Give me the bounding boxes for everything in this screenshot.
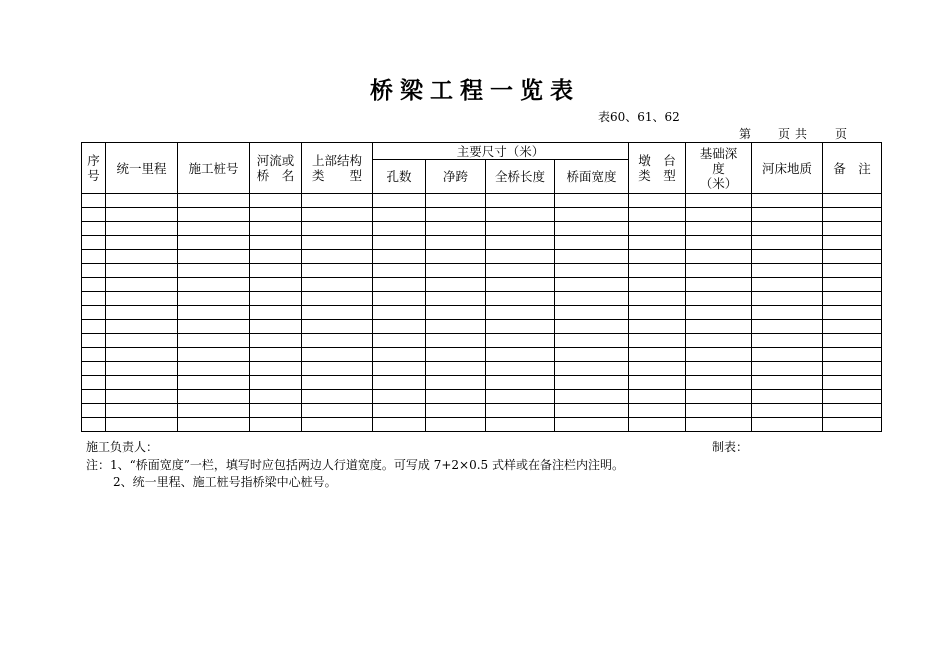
header-mileage: 统一里程 [106,143,178,194]
table-cell[interactable] [426,376,486,390]
table-cell[interactable] [629,418,686,432]
table-cell[interactable] [106,222,178,236]
table-cell[interactable] [178,292,250,306]
header-foundation-line2: 度 [712,160,725,176]
table-cell[interactable] [555,334,629,348]
table-cell[interactable] [426,418,486,432]
table-cell[interactable] [106,362,178,376]
table-cell[interactable] [686,292,752,306]
table-cell[interactable] [752,278,823,292]
table-cell[interactable] [686,334,752,348]
table-cell[interactable] [178,334,250,348]
note-1: 注：1、“桥面宽度”一栏，填写时应包括两边人行道宽度。可写成 7+2×0.5 式样或在备注栏内注明。 [86,458,624,472]
table-cell[interactable] [250,222,302,236]
table-row [82,278,882,292]
header-station: 施工桩号 [178,143,250,194]
table-cell[interactable] [178,208,250,222]
table-row [82,236,882,250]
table-cell[interactable] [752,376,823,390]
document-title: 桥梁工程一览表 [370,78,580,104]
table-cell[interactable] [686,278,752,292]
table-body [82,194,882,432]
header-superstructure [302,143,373,194]
table-cell[interactable] [823,208,882,222]
table-cell[interactable] [250,418,302,432]
table-cell[interactable] [629,208,686,222]
table-cell[interactable] [686,418,752,432]
table-cell[interactable] [823,390,882,404]
header-pier [629,143,686,194]
table-cell[interactable] [823,320,882,334]
table-cell[interactable] [250,376,302,390]
table-cell[interactable] [373,404,426,418]
table-cell[interactable] [823,222,882,236]
page-label-ye: 页 [835,127,848,141]
table-cell[interactable] [629,292,686,306]
table-cell[interactable] [426,390,486,404]
table-cell[interactable] [426,320,486,334]
table-cell[interactable] [373,362,426,376]
table-cell[interactable] [486,334,555,348]
table-cell[interactable] [629,390,686,404]
table-cell[interactable] [250,404,302,418]
table-cell[interactable] [486,362,555,376]
table-cell[interactable] [686,264,752,278]
header-river-line1: 河流或 [256,153,295,168]
table-cell[interactable] [426,292,486,306]
table-cell[interactable] [823,278,882,292]
table-cell[interactable] [82,236,106,250]
construction-responsible-label: 施工负责人： [86,440,159,454]
table-cell[interactable] [373,222,426,236]
table-cell[interactable] [555,250,629,264]
table-cell[interactable] [629,348,686,362]
table-cell[interactable] [106,390,178,404]
table-cell[interactable] [752,222,823,236]
table-cell[interactable] [250,194,302,208]
table-cell[interactable] [823,348,882,362]
header-remarks: 备 注 [823,143,882,194]
header-clear-span: 净跨 [426,160,486,194]
table-cell[interactable] [823,306,882,320]
table-cell[interactable] [426,404,486,418]
table-cell[interactable] [629,376,686,390]
table-cell[interactable] [178,236,250,250]
table-cell[interactable] [823,264,882,278]
table-cell[interactable] [426,334,486,348]
table-cell[interactable] [555,264,629,278]
table-cell[interactable] [752,390,823,404]
table-cell[interactable] [250,390,302,404]
table-cell[interactable] [106,250,178,264]
table-cell[interactable] [82,376,106,390]
table-cell[interactable] [373,236,426,250]
table-cell[interactable] [823,292,882,306]
table-cell[interactable] [426,278,486,292]
table-cell[interactable] [178,278,250,292]
note-2: 2、统一里程、施工桩号指桥梁中心桩号。 [113,475,337,489]
table-cell[interactable] [178,194,250,208]
table-cell[interactable] [486,236,555,250]
table-cell[interactable] [823,334,882,348]
table-cell[interactable] [555,320,629,334]
header-deck-width: 桥面宽度 [555,160,629,194]
page-label-ye-gong: 页共 [778,127,813,141]
header-spans: 孔数 [373,160,426,194]
table-cell[interactable] [82,334,106,348]
header-superstructure-line1: 上部结构 [311,153,362,168]
table-cell[interactable] [555,278,629,292]
table-cell[interactable] [629,194,686,208]
table-cell[interactable] [486,278,555,292]
table-cell[interactable] [302,236,373,250]
table-cell[interactable] [686,208,752,222]
table-cell[interactable] [686,194,752,208]
table-cell[interactable] [106,348,178,362]
table-cell[interactable] [629,278,686,292]
header-river [250,143,302,194]
table-row [82,320,882,334]
table-cell[interactable] [82,404,106,418]
table-cell[interactable] [250,306,302,320]
table-cell[interactable] [82,348,106,362]
table-cell[interactable] [178,306,250,320]
table-cell[interactable] [250,264,302,278]
table-cell[interactable] [106,278,178,292]
table-cell[interactable] [555,208,629,222]
table-cell[interactable] [686,362,752,376]
table-cell[interactable] [82,320,106,334]
table-cell[interactable] [178,222,250,236]
table-cell[interactable] [629,264,686,278]
header-foundation-line1: 基础深 [699,145,738,161]
table-cell[interactable] [250,320,302,334]
table-cell[interactable] [373,292,426,306]
table-cell[interactable] [486,348,555,362]
table-cell[interactable] [426,362,486,376]
table-row [82,404,882,418]
header-seq [82,143,106,194]
table-cell[interactable] [82,222,106,236]
table-cell[interactable] [686,404,752,418]
table-cell[interactable] [373,250,426,264]
table-cell[interactable] [629,320,686,334]
table-cell[interactable] [302,278,373,292]
table-cell[interactable] [752,306,823,320]
table-cell[interactable] [426,222,486,236]
table-cell[interactable] [486,194,555,208]
table-cell[interactable] [178,376,250,390]
table-cell[interactable] [106,376,178,390]
table-cell[interactable] [629,404,686,418]
table-cell[interactable] [178,390,250,404]
table-cell[interactable] [555,306,629,320]
table-cell[interactable] [250,348,302,362]
table-cell[interactable] [686,236,752,250]
table-row [82,362,882,376]
table-cell[interactable] [752,264,823,278]
table-cell[interactable] [82,250,106,264]
table-cell[interactable] [686,376,752,390]
table-cell[interactable] [178,264,250,278]
table-cell[interactable] [686,320,752,334]
table-cell[interactable] [178,418,250,432]
table-cell[interactable] [373,390,426,404]
table-cell[interactable] [250,292,302,306]
table-cell[interactable] [302,250,373,264]
table-cell[interactable] [302,292,373,306]
table-cell[interactable] [302,334,373,348]
table-cell[interactable] [178,348,250,362]
table-cell[interactable] [373,194,426,208]
bridge-list-table [81,142,882,432]
header-total-length: 全桥长度 [486,160,555,194]
table-cell[interactable] [555,376,629,390]
table-cell[interactable] [373,264,426,278]
table-cell[interactable] [486,390,555,404]
table-cell[interactable] [106,236,178,250]
header-superstructure-line2: 类 型 [311,168,362,183]
table-cell[interactable] [752,292,823,306]
table-cell[interactable] [629,250,686,264]
table-cell[interactable] [823,404,882,418]
table-cell[interactable] [752,236,823,250]
table-row [82,334,882,348]
table-cell[interactable] [629,306,686,320]
table-cell[interactable] [106,404,178,418]
table-cell[interactable] [486,320,555,334]
table-cell[interactable] [82,306,106,320]
table-cell[interactable] [82,264,106,278]
table-cell[interactable] [373,334,426,348]
table-cell[interactable] [106,334,178,348]
table-cell[interactable] [373,376,426,390]
table-reference: 表60、61、62 [598,110,680,124]
table-cell[interactable] [82,390,106,404]
table-cell[interactable] [302,208,373,222]
table-cell[interactable] [686,306,752,320]
header-foundation-line3: （米） [699,175,738,191]
table-cell[interactable] [752,334,823,348]
table-cell[interactable] [250,362,302,376]
table-row [82,376,882,390]
table-cell[interactable] [250,334,302,348]
table-cell[interactable] [250,208,302,222]
table-cell[interactable] [752,348,823,362]
page-label-di: 第 [739,127,752,141]
table-cell[interactable] [823,236,882,250]
table-cell[interactable] [82,208,106,222]
table-cell[interactable] [302,306,373,320]
table-row [82,264,882,278]
header-river-line2: 桥 名 [256,168,295,183]
table-cell[interactable] [823,376,882,390]
table-cell[interactable] [178,250,250,264]
table-cell[interactable] [629,334,686,348]
table-cell[interactable] [555,348,629,362]
table-cell[interactable] [106,292,178,306]
table-row [82,250,882,264]
table-cell[interactable] [629,222,686,236]
table-cell[interactable] [426,264,486,278]
table-cell[interactable] [486,306,555,320]
header-pier-line1: 墩 台 [638,153,676,168]
table-cell[interactable] [555,362,629,376]
table-row [82,222,882,236]
header-main-dimensions: 主要尺寸（米） [373,143,629,160]
table-cell[interactable] [302,348,373,362]
table-cell[interactable] [373,418,426,432]
table-cell[interactable] [302,194,373,208]
table-cell[interactable] [686,222,752,236]
prepared-by-label: 制表： [712,440,749,454]
table-cell[interactable] [106,320,178,334]
table-cell[interactable] [752,194,823,208]
table-row [82,306,882,320]
table-cell[interactable] [426,250,486,264]
table-cell[interactable] [686,390,752,404]
table-cell[interactable] [486,418,555,432]
table-cell[interactable] [752,362,823,376]
table-cell[interactable] [106,418,178,432]
table-cell[interactable] [426,208,486,222]
table-row [82,194,882,208]
table-cell[interactable] [250,236,302,250]
table-row [82,292,882,306]
table-cell[interactable] [486,222,555,236]
table-cell[interactable] [106,208,178,222]
table-row [82,348,882,362]
table-cell[interactable] [752,404,823,418]
table-cell[interactable] [823,362,882,376]
table-cell[interactable] [555,194,629,208]
table-cell[interactable] [302,418,373,432]
table-cell[interactable] [373,208,426,222]
table-cell[interactable] [373,348,426,362]
table-cell[interactable] [486,208,555,222]
table-cell[interactable] [82,418,106,432]
table-cell[interactable] [106,306,178,320]
header-foundation-depth [686,143,752,194]
header-pier-line2: 类 型 [638,168,676,183]
table-cell[interactable] [555,236,629,250]
table-cell[interactable] [686,348,752,362]
table-row [82,418,882,432]
table-cell[interactable] [106,194,178,208]
table-cell[interactable] [823,250,882,264]
header-seq-line2: 号 [87,168,100,183]
table-cell[interactable] [106,264,178,278]
table-cell[interactable] [302,264,373,278]
table-cell[interactable] [486,264,555,278]
table-cell[interactable] [486,250,555,264]
table-cell[interactable] [250,278,302,292]
table-cell[interactable] [686,250,752,264]
table-cell[interactable] [555,222,629,236]
table-cell[interactable] [426,236,486,250]
table-cell[interactable] [426,306,486,320]
table-cell[interactable] [82,278,106,292]
table-cell[interactable] [486,292,555,306]
table-cell[interactable] [178,404,250,418]
table-cell[interactable] [82,292,106,306]
table-cell[interactable] [302,222,373,236]
table-cell[interactable] [302,320,373,334]
table-cell[interactable] [555,404,629,418]
table-cell[interactable] [178,320,250,334]
table-cell[interactable] [752,208,823,222]
table-cell[interactable] [373,278,426,292]
table-cell[interactable] [752,418,823,432]
table-cell[interactable] [752,250,823,264]
table-cell[interactable] [302,404,373,418]
table-cell[interactable] [555,390,629,404]
table-cell[interactable] [426,348,486,362]
header-riverbed-geology: 河床地质 [752,143,823,194]
table-cell[interactable] [82,194,106,208]
table-cell[interactable] [629,362,686,376]
table-cell[interactable] [373,320,426,334]
table-cell[interactable] [302,376,373,390]
header-seq-line1: 序 [87,153,100,168]
table-cell[interactable] [302,362,373,376]
table-cell[interactable] [629,236,686,250]
table-row [82,390,882,404]
table-cell[interactable] [486,376,555,390]
table-cell[interactable] [82,362,106,376]
table-cell[interactable] [823,194,882,208]
table-cell[interactable] [250,250,302,264]
table-cell[interactable] [823,418,882,432]
table-row [82,208,882,222]
table-cell[interactable] [555,418,629,432]
table-cell[interactable] [426,194,486,208]
table-cell[interactable] [302,390,373,404]
table-cell[interactable] [486,404,555,418]
table-cell[interactable] [178,362,250,376]
table-cell[interactable] [752,320,823,334]
table-cell[interactable] [555,292,629,306]
table-cell[interactable] [373,306,426,320]
